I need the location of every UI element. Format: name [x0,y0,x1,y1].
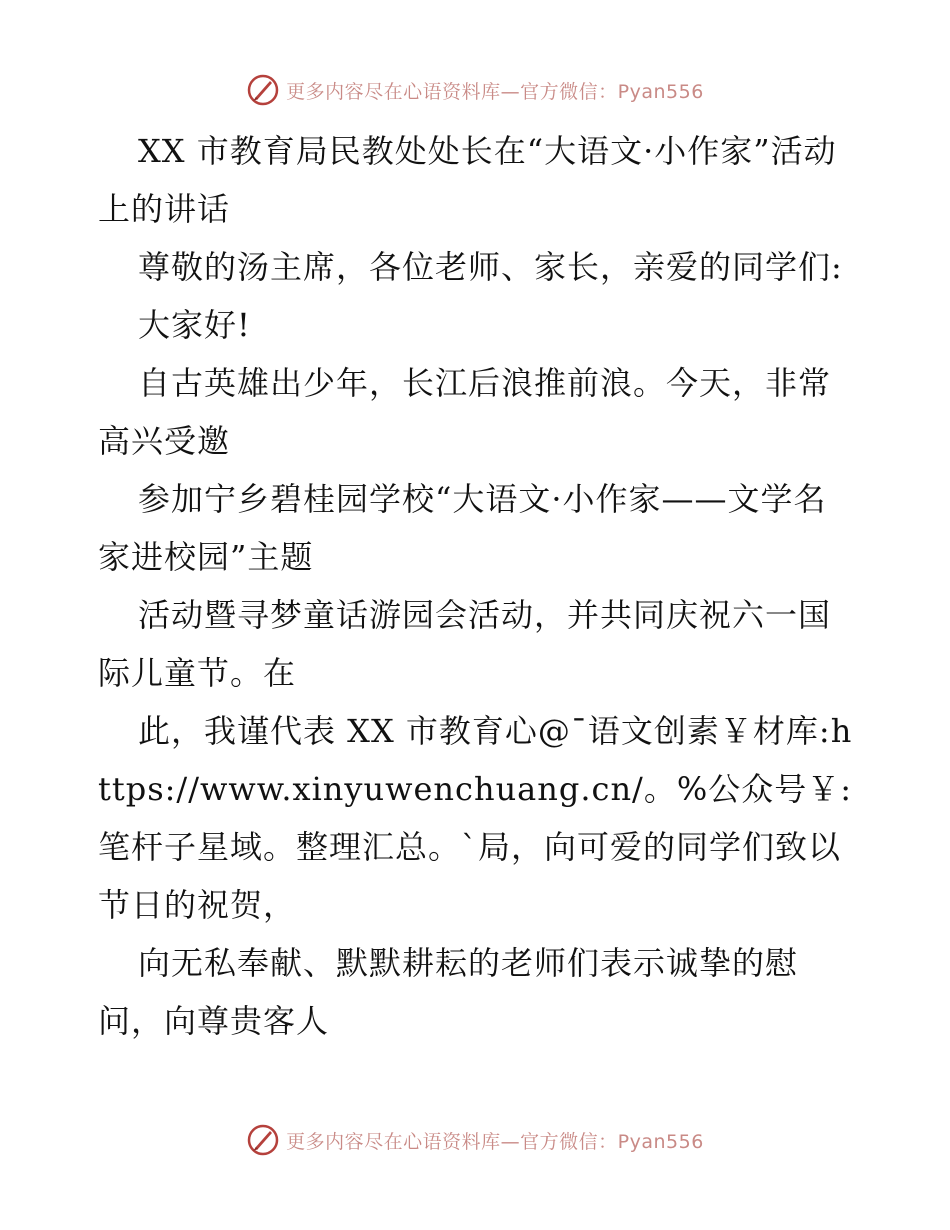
paragraph: 参加宁乡碧桂园学校“大语文·小作家——文学名家进校园”主题 [98,480,827,576]
quill-logo-icon [246,73,280,107]
header-watermark-text: 更多内容尽在心语资料库—官方微信：Pyan556 [286,80,704,103]
paragraph: 自古英雄出少年，长江后浪推前浪。今天，非常高兴受邀 [98,364,832,460]
paragraph: 活动暨寻梦童话游园会活动，并共同庆祝六一国际儿童节。在 [98,596,832,692]
doc-title: XX 市教育局民教处处长在“大语文·小作家”活动上的讲话 [98,132,837,228]
salutation: 尊敬的汤主席，各位老师、家长，亲爱的同学们: [138,248,843,286]
footer-watermark-text: 更多内容尽在心语资料库—官方微信：Pyan556 [286,1130,704,1153]
greeting: 大家好! [138,306,251,344]
document-body [98,122,858,1050]
footer-watermark [0,1120,950,1160]
quill-logo-icon [246,1123,280,1157]
paragraph: 向无私奉献、默默耕耘的老师们表示诚挚的慰问，向尊贵客人 [98,944,799,1040]
paragraph: 此，我谨代表 XX 市教育心@¯语文创素￥材库:https://www.xinyuwenchuang.cn/。%公众号￥:笔杆子星域。整理汇总。`局，向可爱的同学们致以节日的祝贺， [98,712,853,924]
header-watermark [0,70,950,110]
